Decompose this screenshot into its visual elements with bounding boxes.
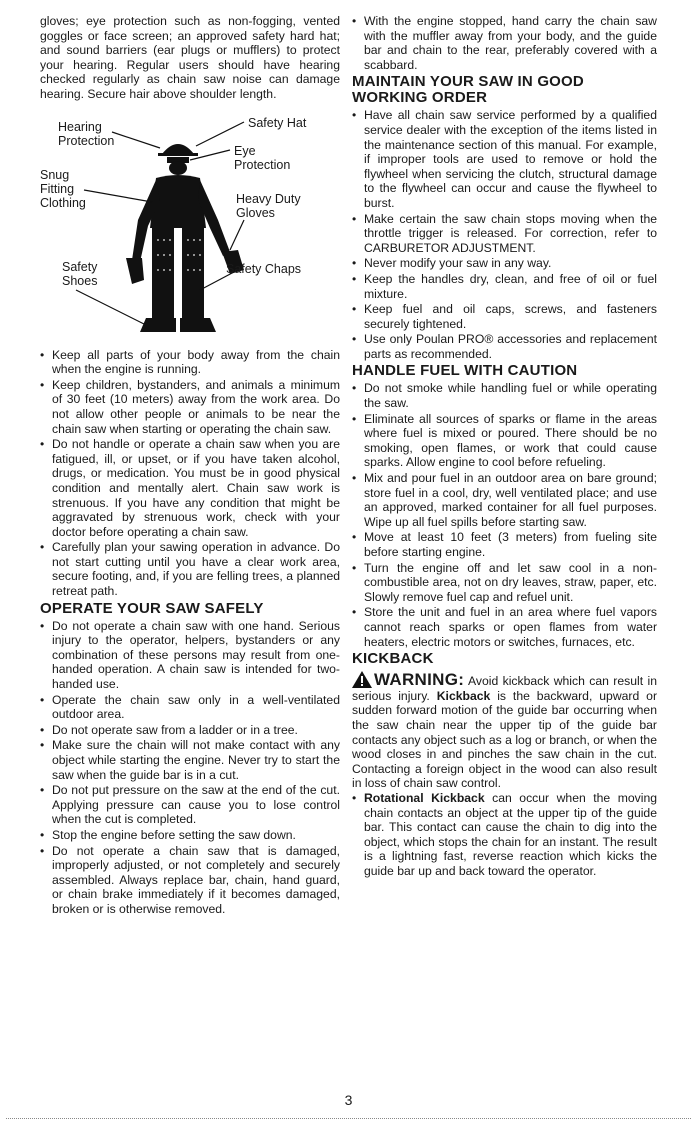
list-item: • With the engine stopped, hand carry the chain saw with the muffler away from your body, and the guide bar and chain to the rear, preferably covered with a scabbard. [352, 14, 657, 72]
list-item: • Operate the chain saw only in a well-ventilated outdoor area. [40, 693, 340, 722]
warning-word: WARNING: [374, 670, 465, 690]
list-item: • Store the unit and fuel in an area where fuel vapors cannot reach sparks or open flames from water heaters, electric motors or switches, furnaces, etc. [352, 605, 657, 649]
list-item: • Do not operate saw from a ladder or in a tree. [40, 723, 340, 738]
maintain-bullets-list [352, 108, 657, 361]
list-item: • Eliminate all sources of sparks or flame in the areas where fuel is mixed or poured. There should be no smoking, open flames, or work that could cause sparks. Allow engine to cool before refueling. [352, 412, 657, 470]
boot-left-icon [140, 318, 176, 332]
heading-handle-fuel: HANDLE FUEL WITH CAUTION [352, 362, 578, 380]
list-item: • Stop the engine before setting the saw down. [40, 828, 340, 843]
fuel-bullets-list [352, 381, 657, 649]
list-item: • Turn the engine off and let saw cool in a non-combustible area, not on dry leaves, straw, paper, etc. Slowly remove fuel cap and refuel unit. [352, 561, 657, 605]
label-safety-shoes: Safety Shoes [62, 259, 98, 288]
list-item: • Have all chain saw service performed by a qualified service dealer with the exception of the items listed in the maintenance section of this manual. For example, if improper tools are used to remove or hold the flywheel when servicing the clutch, structural damage to the flywheel can occur and cause the flywheel to burst. [352, 108, 657, 210]
label-eye-protection: Eye Protection [234, 143, 291, 172]
list-item: • Keep the handles dry, clean, and free of oil or fuel mixture. [352, 272, 657, 301]
kickback-bullets-list [352, 791, 657, 879]
list-item: • Carefully plan your sawing operation in advance. Do not start cutting until you have a clear work area, secure footing, and, if you are felling trees, a planned retreat path. [40, 540, 340, 598]
list-item: • Move at least 10 feet (3 meters) from fueling site before starting engine. [352, 530, 657, 559]
carry-bullets-list [352, 14, 657, 72]
kickback-warning [352, 671, 657, 791]
boot-right-icon [180, 318, 216, 332]
heading-operate-saw-safely: OPERATE YOUR SAW SAFELY [40, 599, 264, 617]
heading-maintain-saw: MAINTAIN YOUR SAW IN GOOD WORKING ORDER [352, 73, 584, 107]
label-safety-hat: Safety Hat [248, 115, 307, 130]
list-item: • Never modify your saw in any way. [352, 256, 657, 271]
label-hearing-protection: Hearing Protection [58, 119, 115, 148]
list-item: • Do not operate a chain saw with one hand. Serious injury to the operator, helpers, bystanders or any combination of these persons may result from one-handed operation. A chain saw is intended for two-handed use. [40, 619, 340, 692]
right-column [352, 14, 657, 879]
page-number: 3 [344, 1092, 353, 1108]
list-item: • Do not smoke while handling fuel or while operating the saw. [352, 381, 657, 410]
label-heavy-duty-gloves: Heavy Duty Gloves [236, 191, 301, 220]
list-item: • Keep children, bystanders, and animals a minimum of 30 feet (10 meters) away from the work area. Do not allow other people or animals to be near the chain saw when starting or operating the chain saw. [40, 378, 340, 436]
warning-text-a: Avoid kickback which can result in serious injury. [352, 674, 657, 703]
glove-left-icon [126, 258, 144, 284]
hard-hat-icon [162, 144, 194, 154]
list-item: • Do not operate a chain saw that is damaged, improperly adjusted, or not completely and securely assembled. Always replace bar, chain, hand guard, or chain brake immediately if it becomes damaged, broken or is otherwise removed. [40, 844, 340, 917]
operate-bullets-list [40, 619, 340, 917]
left-column [40, 14, 340, 918]
list-item: • Do not handle or operate a chain saw when you are fatigued, ill, or upset, or if you have taken alcohol, drugs, or medication. You must be in good physical condition and mentally alert. Chain saw work is strenuous. If you have any condition that might be aggravated by strenuous work, check with your doctor before operating a chain saw. [40, 437, 340, 539]
list-item: • Mix and pour fuel in an outdoor area on bare ground; store fuel in a cool, dry, well ventilated place; and use an approved, marked container for all fuel purposes. Wipe up all fuel spills before starting saw. [352, 471, 657, 529]
intro-paragraph: gloves; eye protection such as non-fogging, vented goggles or face screen; an approved safety hard hat; and sound barriers (ear plugs or mufflers) to protect your hearing. Regular users should have hearing checked regularly as chain saw noise can damage hearing. Secure hair above shoulder length. [40, 14, 340, 101]
list-item: • Use only Poulan PRO® accessories and replacement parts as recommended. [352, 332, 657, 361]
label-snug-fitting-clothing: Snug Fitting Clothing [40, 167, 86, 210]
list-item: • Do not put pressure on the saw at the end of the cut. Applying pressure can cause you to lose control when the cut is completed. [40, 783, 340, 827]
warning-triangle-icon [352, 671, 372, 688]
warning-text-b: is the backward, upward or sudden forward motion of the guide bar occurring when the saw chain near the upper tip of the guide bar contacts any object such as a log or branch, or when the wood closes in and pinches the saw chain in the cut. Contacting a foreign object in the wood can also result in loss of chain saw control. [352, 688, 658, 791]
safety-gear-figure [40, 110, 340, 340]
list-item: • Make certain the saw chain stops moving when the throttle trigger is released. For correction, refer to CARBURETOR ADJUSTMENT. [352, 212, 657, 256]
rotational-kickback-text: can occur when the moving chain contacts an object at the upper tip of the guide bar. This contact can cause the chain to dig into the object, which stops the chain for an instant. The result is a lightning fast, reverse reaction which kicks the guide bar up and back toward the operator. [364, 790, 657, 878]
heading-kickback: KICKBACK [352, 650, 434, 668]
list-item: • Keep all parts of your body away from the chain when the engine is running. [40, 348, 340, 377]
rotational-kickback-term: Rotational Kickback [364, 790, 485, 805]
bottom-divider [6, 1118, 691, 1119]
list-item: • Keep fuel and oil caps, screws, and fasteners securely tightened. [352, 302, 657, 331]
list-item [352, 791, 657, 879]
list-item: • Make sure the chain will not make contact with any object while starting the engine. Never try to start the saw when the guide bar is in a cut. [40, 738, 340, 782]
label-safety-chaps: Safety Chaps [226, 261, 302, 276]
kickback-term: Kickback [436, 688, 491, 703]
safety-bullets-list [40, 348, 340, 599]
